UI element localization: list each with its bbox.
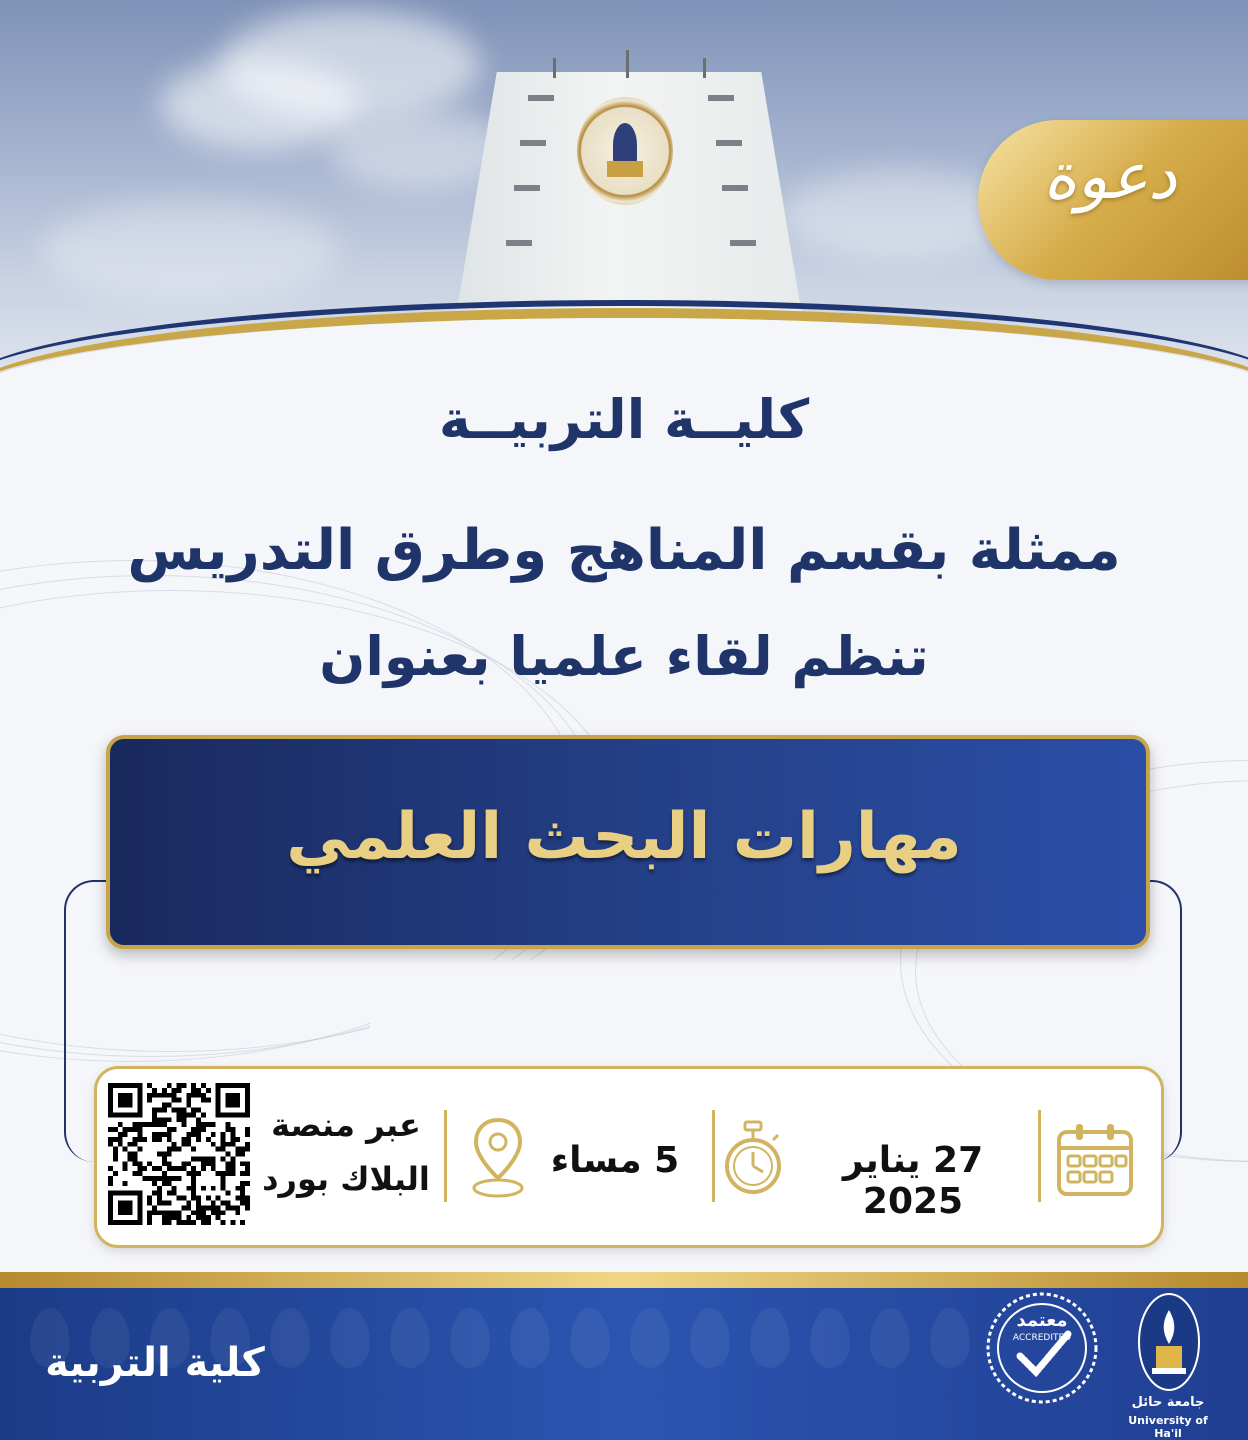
platform-line1: عبر منصة: [271, 1106, 421, 1144]
event-date: 27 يناير 2025: [842, 1140, 984, 1222]
building-emblem: [577, 97, 673, 205]
accredited-seal-icon: [984, 1290, 1100, 1410]
antenna: [553, 58, 556, 78]
accredited-label-ar: معتمد: [1016, 1310, 1068, 1331]
university-seal-icon: [1136, 1292, 1202, 1400]
footer-college-name: كلية التربية: [45, 1340, 265, 1386]
antenna: [626, 50, 629, 78]
antenna: [703, 58, 706, 78]
calendar-icon: [1056, 1122, 1134, 1202]
stopwatch-icon: [723, 1120, 783, 1202]
invitation-badge-label: دعوة: [1043, 140, 1177, 214]
university-name-ar: جامعة حائل: [1131, 1395, 1205, 1410]
topic-title: مهارات البحث العلمي: [286, 800, 962, 874]
organizes-heading: تنظم لقاء علميا بعنوان: [319, 625, 929, 688]
college-heading: كليــة التربيــة: [438, 388, 810, 451]
accredited-label-en: ACCREDITED: [1012, 1333, 1072, 1343]
footer-gold-stripe: [0, 1272, 1248, 1288]
platform-line2: البلاك بورد: [262, 1160, 430, 1198]
department-heading: ممثلة بقسم المناهج وطرق التدريس: [127, 518, 1121, 583]
qr-code[interactable]: [108, 1083, 250, 1225]
event-time: 5 مساء: [550, 1140, 680, 1181]
location-pin-icon: [470, 1116, 526, 1204]
university-name-en: University of Ha'il: [1128, 1414, 1208, 1440]
